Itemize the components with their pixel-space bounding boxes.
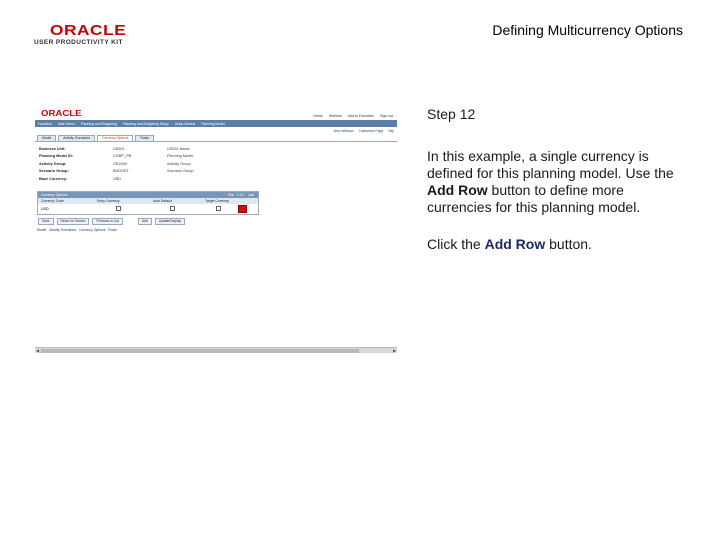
add-row-reference: Add Row (484, 236, 546, 252)
form-row (39, 145, 279, 153)
field-value: US001 (113, 146, 125, 151)
field-value: BUDGET (113, 169, 129, 174)
return-to-search-button[interactable]: Return to Search (57, 218, 90, 225)
customize-page-link[interactable]: Customize Page (358, 129, 384, 133)
column-header: Entry Currency (97, 199, 120, 203)
auto-default-cell (150, 206, 202, 212)
tab-divider (35, 141, 397, 142)
form-row (39, 160, 279, 168)
tab-model[interactable]: Model (37, 135, 56, 141)
new-window-link[interactable]: New Window (333, 129, 354, 133)
auto-default-checkbox[interactable] (170, 206, 175, 211)
logo-brand: ORACLE (50, 22, 127, 39)
screenshot-brand: ORACLE (41, 109, 82, 118)
grid-nav-first[interactable]: First (227, 193, 234, 197)
add-row-cell (238, 205, 256, 214)
grid-title: Currency Options (41, 193, 68, 197)
entry-currency-checkbox[interactable] (116, 206, 121, 211)
previous-in-list-button[interactable]: Previous in List (92, 218, 122, 225)
menubar-item[interactable]: Favorites (38, 121, 52, 126)
field-description: Scenario Group (167, 169, 194, 174)
field-value: USD (113, 176, 122, 181)
add-row-reference: Add Row (427, 182, 488, 198)
field-label: Activity Group: (39, 161, 67, 166)
horizontal-scrollbar[interactable] (35, 347, 397, 353)
add-button[interactable]: Add (138, 218, 152, 225)
column-header: Target Currency (205, 199, 230, 203)
instruction-pane (427, 106, 689, 273)
tab-activity-scenarios[interactable]: Activity Scenarios (58, 135, 95, 141)
grid-nav-last[interactable]: Last (247, 193, 254, 197)
form-row (39, 168, 279, 176)
model-key-fields (39, 145, 279, 183)
page-button-bar (38, 218, 185, 225)
target-currency-checkbox[interactable] (216, 206, 221, 211)
tab-currency-options[interactable]: Currency Options (97, 135, 133, 141)
add-row-button[interactable] (238, 205, 247, 213)
menubar-item[interactable]: Planning and Budgeting Setup (122, 121, 169, 126)
currency-code-field[interactable]: USD (41, 207, 49, 211)
column-header: Currency Code (41, 199, 64, 203)
field-label: Business Unit: (39, 146, 66, 151)
menubar-item[interactable]: Setup Models (174, 121, 196, 126)
logo-subtitle: USER PRODUCTIVITY KIT (34, 39, 123, 46)
scroll-left-icon[interactable]: ◀ (35, 348, 40, 353)
field-description: Planning Model (167, 154, 194, 159)
screenshot-menubar (35, 120, 397, 127)
field-value: OE2000 (113, 161, 127, 166)
grid-nav-count: 1 of 1 (236, 193, 245, 197)
document-title: Defining Multicurrency Options (492, 22, 683, 38)
menubar-item[interactable]: Main Menu (57, 121, 75, 126)
screenshot-header-links (313, 114, 393, 118)
page-footer-links (37, 228, 117, 232)
footer-link-activity-scenarios[interactable]: Activity Scenarios (49, 228, 77, 232)
field-value: CORP_PB (113, 154, 132, 159)
scrollbar-thumb[interactable] (41, 349, 359, 353)
field-description: Activity Group (167, 161, 191, 166)
instruction-text: button to define more currencies for this planning model. (427, 182, 641, 215)
update-display-button[interactable]: Update/Display (155, 218, 185, 225)
currency-options-grid (37, 191, 259, 215)
footer-link-currency-options[interactable]: Currency Options (79, 228, 106, 232)
field-label: Planning Model ID: (39, 154, 74, 159)
action-text: button. (545, 236, 592, 252)
grid-title-bar (38, 192, 258, 198)
column-header: Auto Default (153, 199, 172, 203)
page-utility-links (334, 129, 394, 133)
instruction-paragraph (427, 148, 689, 216)
application-screenshot (35, 107, 397, 353)
footer-link-rules[interactable]: Rules (108, 228, 118, 232)
action-text: Click the (427, 236, 485, 252)
http-link[interactable]: http (388, 129, 394, 133)
instruction-text: In this example, a single currency is defined for this planning model. Use the (427, 148, 674, 181)
table-row (38, 204, 258, 214)
header-link-favorites[interactable]: Add to Favorites (347, 114, 374, 118)
grid-header-row (38, 198, 258, 204)
form-row (39, 153, 279, 161)
action-paragraph (427, 236, 689, 253)
footer-link-model[interactable]: Model (37, 228, 47, 232)
field-label: Scenario Group: (39, 169, 69, 174)
save-button[interactable]: Save (38, 218, 54, 225)
target-currency-cell (202, 206, 238, 212)
header-link-signout[interactable]: Sign out (379, 114, 393, 118)
scroll-right-icon[interactable]: ▶ (392, 348, 397, 353)
entry-currency-cell (94, 206, 150, 212)
form-row (39, 175, 279, 183)
header-link-home[interactable]: Home (313, 114, 323, 118)
step-number: Step 12 (427, 106, 476, 122)
menubar-item[interactable]: Planning Model (201, 121, 225, 126)
tab-rules[interactable]: Rules (135, 135, 154, 141)
grid-navigation (228, 192, 254, 198)
header-link-worklist[interactable]: Worklist (328, 114, 342, 118)
field-description: US001 Name (167, 146, 190, 151)
field-label: Base Currency: (39, 176, 68, 181)
menubar-item[interactable]: Planning and Budgeting (80, 121, 117, 126)
